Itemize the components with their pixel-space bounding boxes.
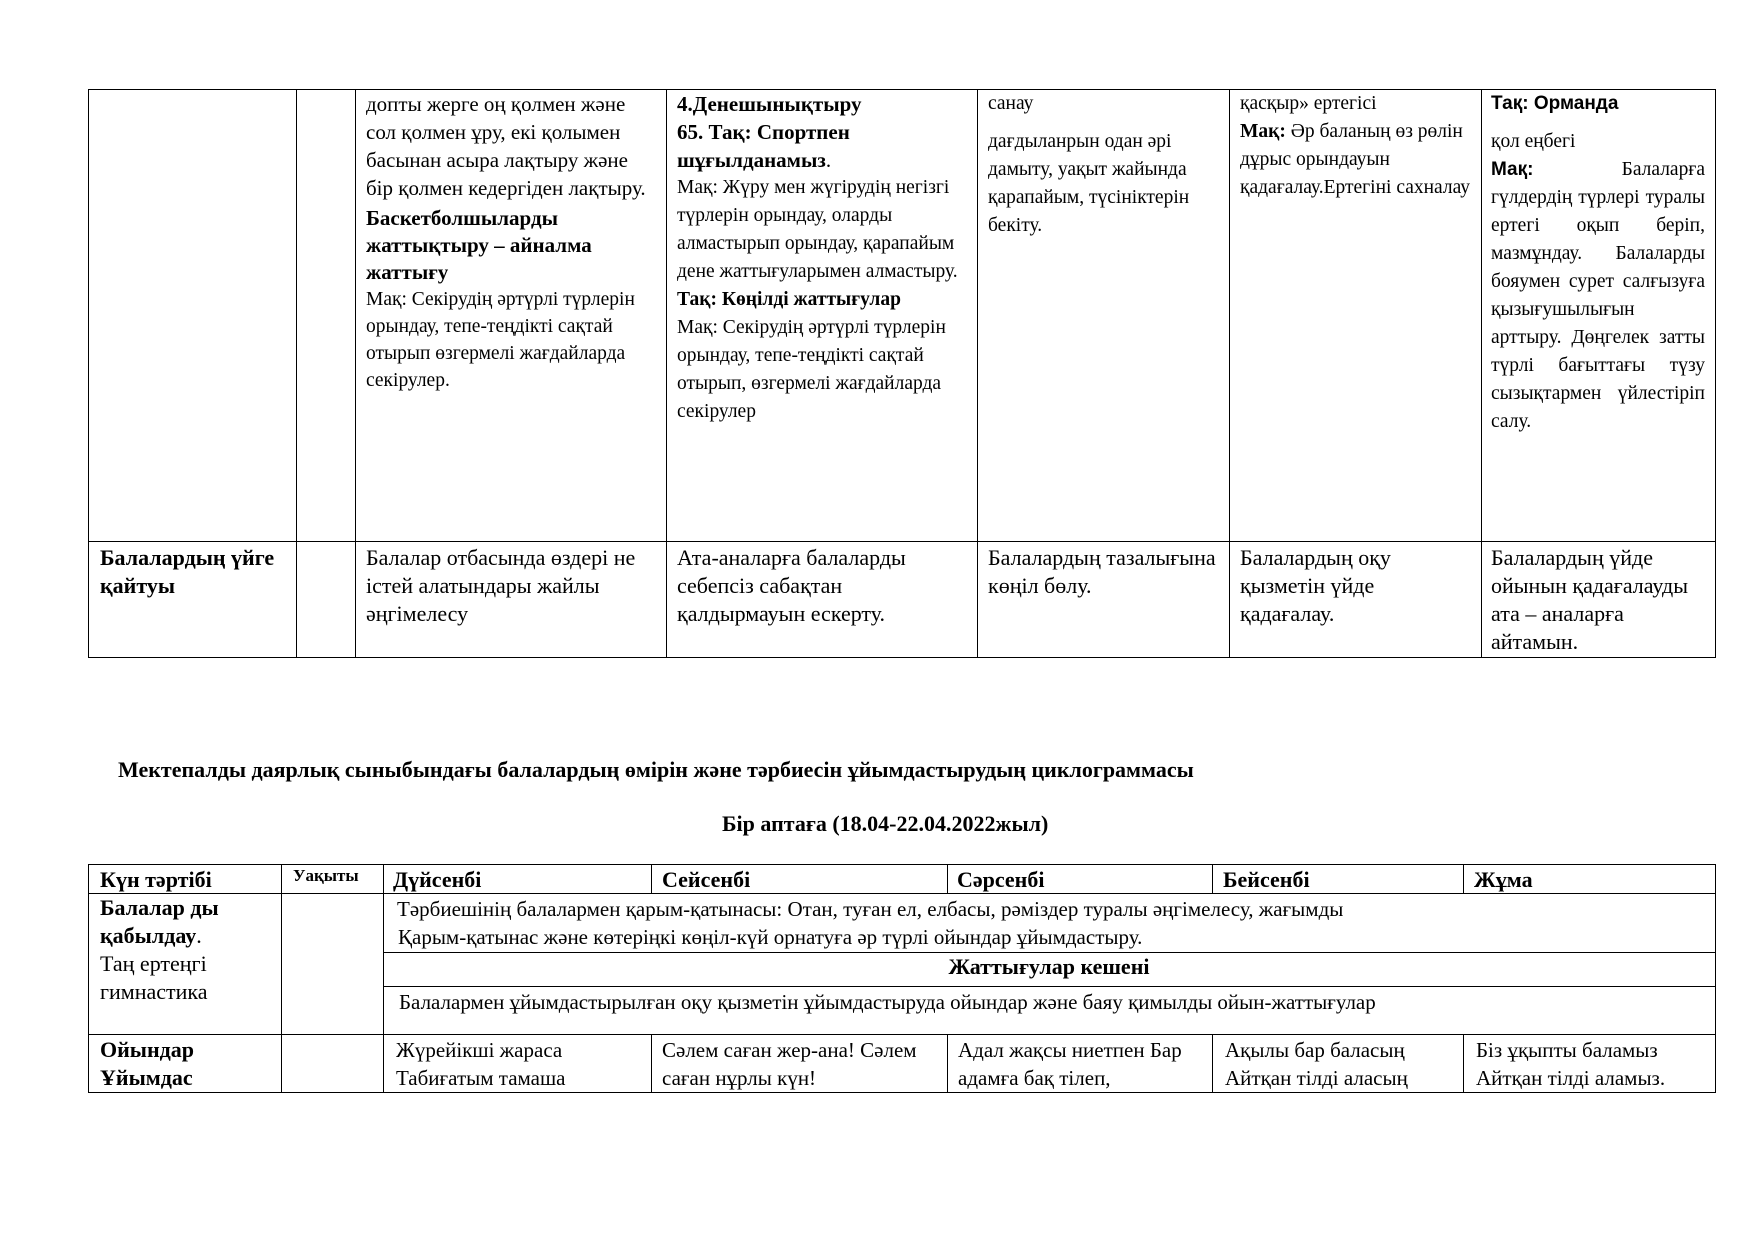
skills-text: дағдыланрын одан әрі дамыту, уақыт жайында қарапайым, түсініктерін бекіту. <box>988 131 1190 236</box>
top-row1-col5 <box>988 90 1220 240</box>
counting-text: санау <box>988 93 1034 114</box>
handwork-goal-label: Мақ: <box>1491 159 1534 180</box>
going-home-col3: Балалар отбасында өздері не істей алатындары жайлы әңгімелесу <box>366 545 636 626</box>
games-thursday: Ақылы бар баласың Айтқан тілді аласың <box>1225 1038 1408 1090</box>
lesson-topic: 65. Тақ: Спортпен шұғылданамыз <box>677 120 850 172</box>
header-thursday: Бейсенбі <box>1223 867 1310 892</box>
exercise-goal: Мақ: Секірудің әртүрлі түрлерін орындау, тепе-теңдікті сақтай отырып өзгермелі жағдайларда секірулер. <box>366 289 635 391</box>
header-monday: Дүйсенбі <box>393 867 482 892</box>
lesson-goal: Мақ: Жүру мен жүгірудің негізгі түрлерін орындау, оларды алмастырып орындау, қарапайым дене жаттығуларымен алмастыру. <box>677 177 958 282</box>
fairytale-goal: Әр баланың өз рөлін дұрыс орындауын қадағалау.Ертегіні сахналау <box>1240 121 1471 198</box>
reception-line-1: Тәрбиешінің балалармен қарым-қатынасы: Отан, туған ел, елбасы, рәміздер туралы әңгімелесу, жағымды <box>397 897 1344 921</box>
top-row1-col6 <box>1240 90 1472 202</box>
handwork-goal: Балаларға гүлдердің түрлері туралы ертегі оқып беріп, мазмұндау. Балаларды бояумен сурет салғызуға қызығушылығын арттыру. Дөңгелек затты түрлі бағыттағы түзу сызықтармен үйлестіріп салу. <box>1491 159 1705 432</box>
reception-line-3: Балалармен ұйымдастырылған оқу қызметін ұйымдастыруда ойындар және баяу қимылды ойын-жаттығулар <box>399 990 1376 1014</box>
exercise-title: Баскетболшыларды жаттықтыру – айналма жаттығу <box>366 206 592 284</box>
going-home-col4: Ата-аналарға балаларды себепсіз сабақтан қалдырмауын ескерту. <box>677 545 906 626</box>
morning-gymnastics-label: Таң ертеңгі гимнастика <box>100 951 208 1004</box>
fairytale-text: қасқыр» ертегісі <box>1240 93 1377 114</box>
reception-dot: . <box>196 923 202 948</box>
games-friday: Біз ұқыпты баламыз Айтқан тілді аламыз. <box>1476 1038 1666 1090</box>
games-monday: Жүрейікші жараса Табиғатым тамаша <box>396 1038 566 1090</box>
lesson-topic-dot: . <box>825 148 832 172</box>
games-wednesday: Адал жақсы ниетпен Бар адамға бақ тілеп, <box>958 1038 1182 1090</box>
handwork-title: Тақ: Орманда <box>1491 93 1619 114</box>
lesson-goal-2: Мақ: Секірудің әртүрлі түрлерін орындау, тепе-теңдікті сақтай отырып, өзгермелі жағдайларда секірулер <box>677 317 946 422</box>
going-home-col7: Балалардың үйде ойынын қадағалауды ата – аналарға айтамын. <box>1491 545 1688 654</box>
header-tuesday: Сейсенбі <box>662 867 751 892</box>
games-tuesday: Сәлем саған жер-ана! Сәлем саған нұрлы күн! <box>662 1038 917 1090</box>
page-subtitle: Бір аптаға (18.04-22.04.2022жыл) <box>722 811 1049 836</box>
lesson-topic-2: Тақ: Көңілді жаттығулар <box>677 289 901 310</box>
top-row1-col3 <box>366 90 658 394</box>
top-row1-col4 <box>677 90 969 426</box>
header-day: Күн тәртібі <box>100 867 212 892</box>
header-friday: Жұма <box>1474 867 1533 892</box>
goal-label: Мақ: <box>1240 121 1286 142</box>
header-time: Уақыты <box>293 866 359 885</box>
lesson-title: 4.Денешынықтыру <box>677 92 862 116</box>
reception-label: Балалар ды қабылдау <box>100 895 219 948</box>
top-row1-col7 <box>1491 90 1705 436</box>
row-label-games: Ойындар Ұйымдас <box>100 1037 195 1090</box>
handwork-text: қол еңбегі <box>1491 131 1576 152</box>
row-label-reception <box>100 894 280 1006</box>
going-home-col6: Балалардың оқу қызметін үйде қадағалау. <box>1240 545 1391 626</box>
going-home-col5: Балалардың тазалығына көңіл бөлу. <box>988 545 1216 598</box>
reception-line-2: Қарым-қатынас және көтеріңкі көңіл-күй орнатуға әр түрлі ойындар ұйымдастыру. <box>398 925 1143 949</box>
exercise-text: допты жерге оң қолмен және сол қолмен ұру, екі қолымен басынан асыра лақтыру және бір қолмен кедергіден лақтыру. <box>366 92 646 200</box>
page-title: Мектепалды даярлық сыныбындағы балалардың өмірін және тәрбиесін ұйымдастырудың циклограммасы <box>118 757 1194 782</box>
header-wednesday: Сәрсенбі <box>957 867 1045 892</box>
row-label-going-home: Балалардың үйге қайтуы <box>100 545 275 598</box>
exercise-complex-heading: Жаттығулар кешені <box>948 954 1150 979</box>
